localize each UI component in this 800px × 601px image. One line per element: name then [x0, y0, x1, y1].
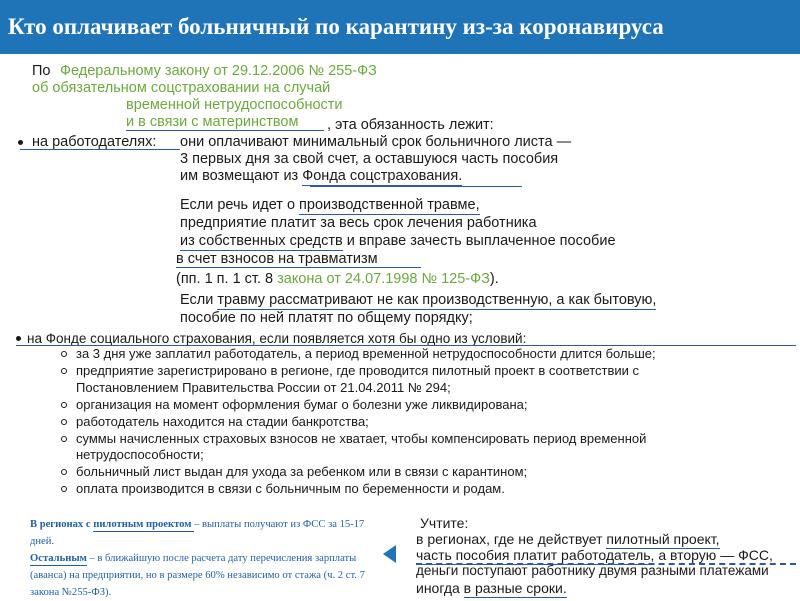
page-title: Кто оплачивает больничный по карантину из-за коронавируса: [0, 0, 800, 54]
caution-line5a: иногда: [416, 580, 464, 596]
trauma-line4: в счет взносов на травматизм: [176, 251, 378, 267]
trauma-line7: пособие по ней платят по общему порядку;: [180, 310, 473, 326]
law-125-link[interactable]: закона от 24.07.1998 № 125-ФЗ: [277, 271, 490, 287]
note-p1c: – выплаты получают из ФСС за 15-17 дней.: [30, 519, 365, 547]
intro-tail: , эта обязанность лежит:: [327, 117, 494, 133]
list-item: предприятие зарегистрировано в регионе, где проводится пилотный проект в соответствии с: [60, 363, 656, 380]
intro-po: По: [32, 63, 51, 79]
caution-heading: Учтите:: [420, 515, 469, 531]
caution-line3b: а вторую — ФСС,: [654, 547, 773, 563]
law-255-link-line2[interactable]: об обязательном соцстраховании на случай: [32, 80, 331, 96]
trauma-line4-underline: [176, 267, 421, 268]
trauma-line3b: и вправе зачесть выплаченное пособие: [342, 233, 616, 249]
trauma-line5a: (пп. 1 п. 1 ст. 8: [176, 271, 278, 287]
list-item: оплата производится в связи с больничным по беременности и родам.: [60, 481, 656, 498]
caution-line2a: в регионах, где не действует: [416, 531, 607, 547]
trauma-line6a: Если: [180, 292, 218, 308]
bullet-fund: [16, 336, 21, 341]
caution-line5b: в разные сроки.: [463, 580, 567, 596]
note-p2b: – в ближайшую после расчета дату перечисления зарплаты (аванса) на предприятии, но в размере 60% независимо от стажа (ч. 2 ст. 7 закона №255-ФЗ).: [30, 553, 365, 598]
trauma-line2: предприятие платит за весь срок лечения работника: [180, 215, 537, 231]
list-item: больничный лист выдан для ухода за ребенком или в связи с карантином;: [60, 464, 656, 481]
employers-underline: [20, 149, 180, 150]
list-item: работодатель находится на стадии банкротства;: [60, 414, 656, 431]
list-item: за 3 дня уже заплатил работодатель, а период временной нетрудоспособности длится больше;: [60, 346, 656, 363]
law-255-link-line4[interactable]: и в связи с материнством: [126, 114, 299, 130]
own-funds-text: из собственных средств: [180, 233, 343, 249]
law-255-link-line3[interactable]: временной нетрудоспособности: [126, 97, 343, 113]
list-item-continuation: нетрудоспособности;: [76, 447, 204, 463]
bullet-employers: [18, 140, 23, 145]
trauma-line1a: Если речь идет о: [180, 197, 300, 213]
note-p1a: В регионах с: [30, 519, 94, 530]
employers-line1: они оплачивают минимальный срок больничного листа —: [180, 134, 572, 150]
fss-underline-extend: [310, 186, 522, 187]
arrow-left-icon: [383, 545, 396, 563]
industrial-injury-text: производственной травме,: [299, 197, 480, 213]
list-item: организация на момент оформления бумаг о болезни уже ликвидирована;: [60, 397, 656, 414]
pilot-project-link[interactable]: пилотным проектом: [93, 519, 195, 530]
list-item: суммы начисленных страховых взносов не хватает, чтобы компенсировать период временной: [60, 431, 656, 448]
employers-label: на работодателях:: [32, 134, 157, 150]
trauma-line5c: ).: [489, 271, 499, 287]
list-item-continuation: Постановлением Правительства России от 21.04.2011 № 294;: [76, 379, 451, 395]
conditions-list: [60, 346, 656, 498]
others-label: Остальным: [30, 553, 87, 564]
payment-note: [30, 516, 375, 601]
law-255-link[interactable]: Федеральному закону от 29.12.2006 № 255-ФЗ: [60, 63, 377, 79]
domestic-injury-text: травму рассматривают не как производственную, а как бытовую,: [217, 292, 657, 308]
intro-underline: [126, 130, 324, 131]
pilot-project-text: пилотный проект,: [606, 531, 720, 547]
employers-line3a: им возмещают из: [180, 168, 303, 184]
caution-line3a: часть пособия платит работодатель,: [416, 547, 655, 563]
caution-line4: деньги поступают работнику двумя разными платежами: [416, 563, 769, 578]
fss-link[interactable]: Фонда соцстрахования.: [302, 168, 463, 184]
fund-label: на Фонде социального страхования, если появляется хотя бы одно из условий:: [27, 331, 527, 346]
employers-line2: 3 первых дня за свой счет, а оставшуюся часть пособия: [180, 151, 559, 167]
